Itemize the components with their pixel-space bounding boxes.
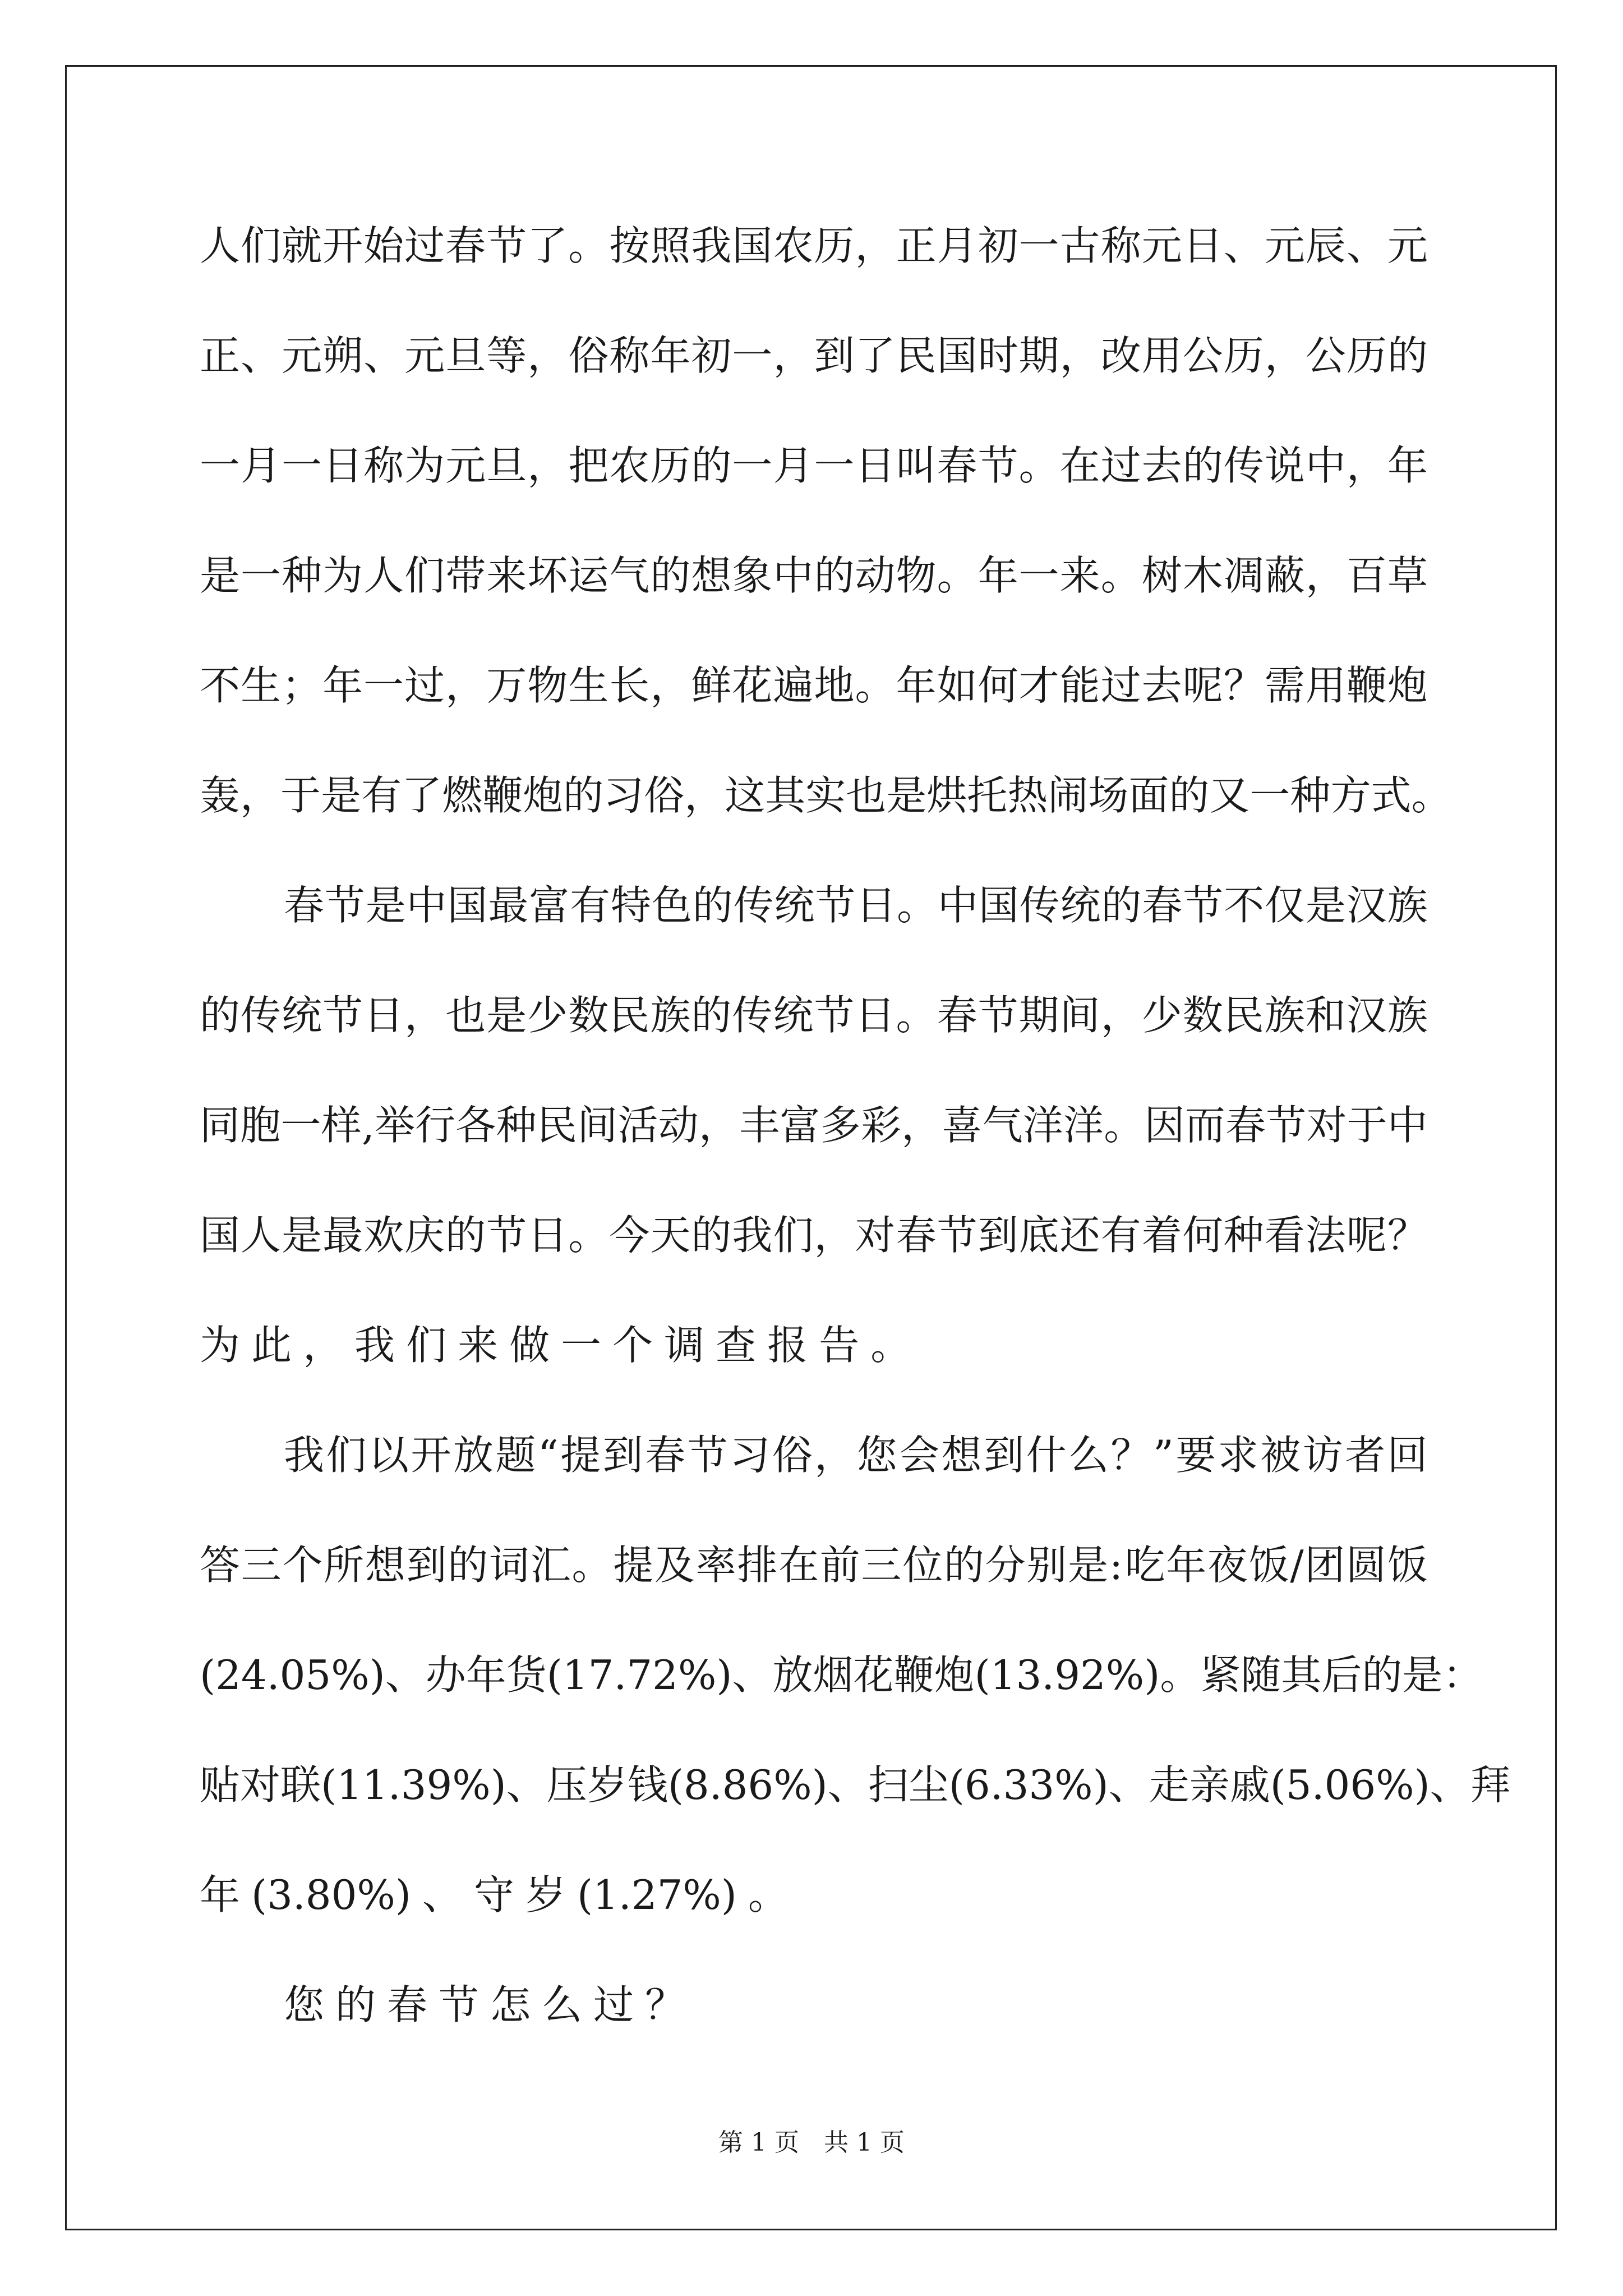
text-line: 答 三 个 所 想 到 的 词 汇 。 提 及 率 排 在 前 三 位 的 分 别 是 : 吃 年 夜 饭 / 团 圆 饭: [200, 1542, 1428, 1589]
text-line: 我 们 以 开 放 题 “ 提 到 春 节 习 俗 ， 您 会 想 到 什 么 ？ ” 要 求 被 访 者 回: [284, 1432, 1428, 1479]
text-line: 春 节 是 中 国 最 富 有 特 色 的 传 统 节 日 。 中 国 传 统 的 春 节 不 仅 是 汉 族: [284, 882, 1428, 929]
page-number-footer: 第 1 页 共 1 页: [718, 2128, 905, 2157]
text-line: 人 们 就 开 始 过 春 节 了 。 按 照 我 国 农 历 ， 正 月 初 一 古 称 元 日 、 元 辰 、 元: [200, 222, 1428, 269]
text-line: 轰 ， 于 是 有 了 燃 鞭 炮 的 习 俗 ， 这 其 实 也 是 烘 托 热 闹 场 面 的 又 一 种 方 式 。: [200, 772, 1452, 819]
text-line: 您 的 春 节 怎 么 过 ？: [284, 1981, 686, 2028]
text-line: 年 (3.80%) 、 守 岁 (1.27%) 。: [200, 1871, 789, 1918]
text-line: 是 一 种 为 人 们 带 来 坏 运 气 的 想 象 中 的 动 物 。 年 一 来 。 树 木 凋 蔽 ， 百 草: [200, 552, 1428, 599]
text-line: 贴 对 联 (11.39%) 、 压 岁 钱 (8.86%) 、 扫 尘 (6.33%) 、 走 亲 戚 (5.06%) 、 拜: [200, 1761, 1511, 1809]
text-line: 的 传 统 节 日 ， 也 是 少 数 民 族 的 传 统 节 日 。 春 节 期 间 ， 少 数 民 族 和 汉 族: [200, 992, 1428, 1039]
text-line: 正 、 元 朔 、 元 旦 等 ， 俗 称 年 初 一 ， 到 了 民 国 时 期 ， 改 用 公 历 ， 公 历 的: [200, 332, 1428, 379]
document-body: [200, 191, 1511, 2060]
text-line: 国 人 是 最 欢 庆 的 节 日 。 今 天 的 我 们 ， 对 春 节 到 底 还 有 着 何 种 看 法 呢 ？: [200, 1212, 1428, 1259]
text-line: 为 此 ， 我 们 来 做 一 个 调 查 报 告 。: [200, 1322, 911, 1369]
text-line: 同 胞 一 样 , 举 行 各 种 民 间 活 动 ， 丰 富 多 彩 ， 喜 气 洋 洋 。 因 而 春 节 对 于 中: [200, 1102, 1428, 1149]
text-line: 一 月 一 日 称 为 元 旦 ， 把 农 历 的 一 月 一 日 叫 春 节 。 在 过 去 的 传 说 中 ， 年: [200, 442, 1428, 489]
text-line: (24.05%) 、 办 年 货 (17.72%) 、 放 烟 花 鞭 炮 (13.92%) 。 紧 随 其 后 的 是 ：: [200, 1651, 1483, 1699]
text-line: 不 生 ； 年 一 过 ， 万 物 生 长 ， 鲜 花 遍 地 。 年 如 何 才 能 过 去 呢 ？ 需 用 鞭 炮: [200, 662, 1428, 709]
